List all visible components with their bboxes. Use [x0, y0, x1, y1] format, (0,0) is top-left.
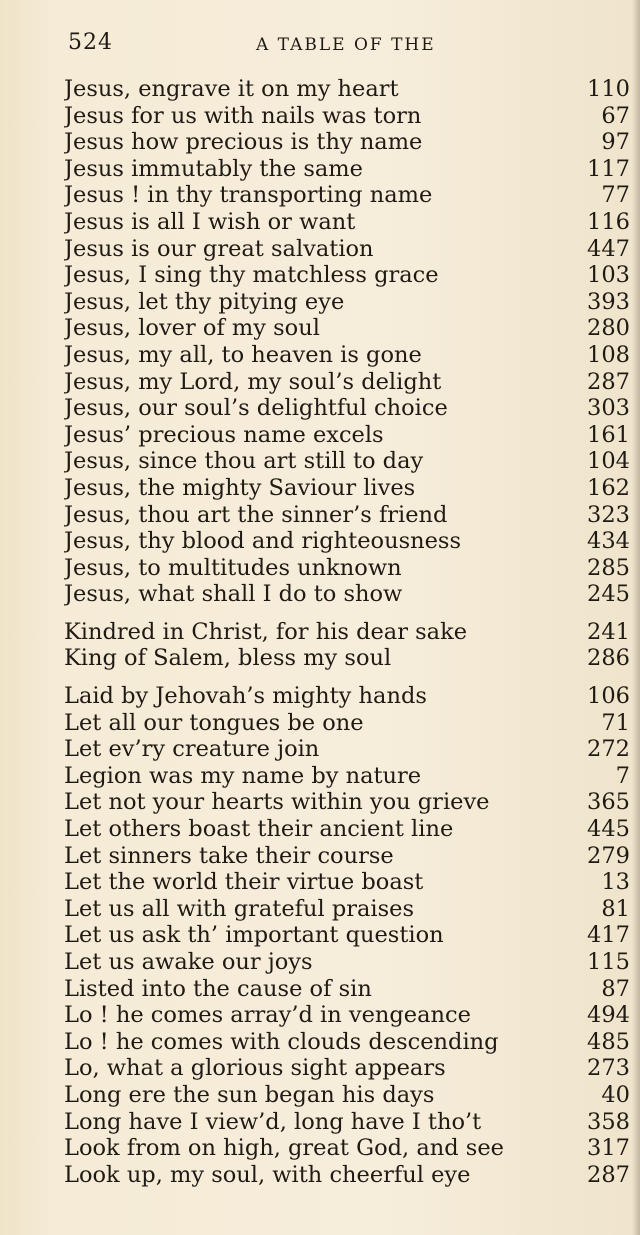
- hymn-number: 162: [587, 474, 630, 501]
- hymn-first-line: Look from on high, great God, and see: [64, 1135, 504, 1162]
- index-entry: [64, 369, 630, 396]
- index-entry: [64, 289, 630, 316]
- hymn-first-line: Jesus, my all, to heaven is gone: [64, 341, 422, 368]
- hymn-number: 40: [601, 1081, 630, 1108]
- index-entry: [64, 710, 630, 737]
- hymn-first-line: Jesus, thou art the sinner’s friend: [64, 501, 448, 528]
- hymn-first-line: Let the world their virtue boast: [64, 869, 424, 896]
- index-entry: [64, 76, 630, 103]
- index-entry: [64, 645, 630, 672]
- hymn-first-line: Long ere the sun began his days: [64, 1081, 435, 1108]
- index-entry: [64, 315, 630, 342]
- index-entry: [64, 869, 630, 896]
- index-entry: [64, 502, 630, 529]
- index-entry: [64, 555, 630, 582]
- hymn-first-line: Let ev’ry creature join: [64, 736, 320, 763]
- hymn-number: 303: [587, 395, 630, 422]
- hymn-first-line: Jesus, what shall I do to show: [64, 581, 403, 608]
- hymn-number: 286: [587, 645, 630, 672]
- hymn-number: 272: [587, 736, 630, 763]
- index-entry: [64, 528, 630, 555]
- hymn-number: 97: [601, 129, 630, 156]
- index-entry: [64, 949, 630, 976]
- hymn-first-line: Lo ! he comes with clouds descending: [64, 1028, 499, 1055]
- index-entry: [64, 182, 630, 209]
- hymn-number: 365: [587, 789, 630, 816]
- index-entry: [64, 976, 630, 1003]
- hymn-first-line: Jesus, lover of my soul: [64, 315, 320, 342]
- index-entry: [64, 1029, 630, 1056]
- index-entry: [64, 129, 630, 156]
- hymn-number: 87: [601, 975, 630, 1002]
- hymn-number: 103: [587, 262, 630, 289]
- index-entry: [64, 816, 630, 843]
- running-head: A TABLE OF THE: [256, 35, 436, 55]
- index-entry: [64, 1162, 630, 1189]
- index-entry: [64, 395, 630, 422]
- hymn-number: 494: [587, 1002, 630, 1029]
- index-entry: [64, 789, 630, 816]
- index-entry: [64, 342, 630, 369]
- hymn-number: 434: [587, 528, 630, 555]
- hymn-number: 106: [587, 683, 630, 710]
- hymn-number: 104: [587, 448, 630, 475]
- hymn-first-line: Kindred in Christ, for his dear sake: [64, 618, 468, 645]
- page-header: [68, 30, 628, 60]
- hymn-first-line: Let us awake our joys: [64, 949, 313, 975]
- index-entry: [64, 448, 630, 475]
- hymn-number: 285: [587, 554, 630, 581]
- hymn-number: 241: [587, 618, 630, 645]
- hymn-first-line: Let sinners take their course: [64, 842, 394, 869]
- hymn-number: 161: [587, 421, 630, 448]
- hymn-first-line: Jesus, my Lord, my soul’s delight: [64, 368, 442, 395]
- hymn-first-line: Jesus, thy blood and righteousness: [64, 528, 462, 555]
- hymn-first-line: Jesus, the mighty Saviour lives: [64, 474, 416, 501]
- hymn-number: 323: [587, 501, 630, 528]
- hymn-first-line: Let all our tongues be one: [64, 709, 364, 736]
- index-entry: [64, 843, 630, 870]
- index-entry: [64, 763, 630, 790]
- hymn-number: 445: [587, 816, 630, 843]
- hymn-number: 245: [587, 581, 630, 608]
- hymn-number: 115: [587, 949, 630, 975]
- hymn-first-line: Listed into the cause of sin: [64, 975, 372, 1002]
- hymn-number: 287: [587, 368, 630, 395]
- hymn-number: 77: [601, 182, 630, 209]
- hymn-first-line: Jesus, I sing thy matchless grace: [64, 262, 439, 289]
- hymn-index: [64, 76, 630, 1188]
- index-entry: [64, 1082, 630, 1109]
- hymn-number: 358: [587, 1108, 630, 1135]
- hymn-first-line: Jesus how precious is thy name: [64, 129, 423, 156]
- index-entry: [64, 581, 630, 608]
- hymn-first-line: Jesus immutably the same: [64, 155, 363, 182]
- hymn-number: 110: [587, 76, 630, 102]
- hymn-number: 279: [587, 842, 630, 869]
- index-entry: [64, 236, 630, 263]
- index-entry: [64, 896, 630, 923]
- page-gutter-shadow: [632, 0, 640, 1235]
- hymn-number: 116: [587, 208, 630, 235]
- index-entry: [64, 683, 630, 710]
- index-entry: [64, 103, 630, 130]
- index-entry: [64, 1135, 630, 1162]
- index-section: [64, 683, 630, 1188]
- hymn-number: 417: [587, 922, 630, 949]
- hymn-number: 485: [587, 1028, 630, 1055]
- hymn-number: 81: [601, 895, 630, 922]
- hymn-first-line: Look up, my soul, with cheerful eye: [64, 1161, 471, 1188]
- hymn-number: 7: [615, 762, 630, 789]
- hymn-number: 71: [601, 709, 630, 736]
- hymn-first-line: Let others boast their ancient line: [64, 816, 454, 843]
- index-entry: [64, 619, 630, 646]
- hymn-number: 393: [587, 288, 630, 315]
- index-entry: [64, 475, 630, 502]
- hymn-first-line: Jesus ! in thy transporting name: [64, 182, 433, 209]
- hymn-first-line: Long have I view’d, long have I tho’t: [64, 1108, 482, 1135]
- page-number: 524: [68, 30, 113, 55]
- index-section: [64, 76, 630, 608]
- hymn-first-line: King of Salem, bless my soul: [64, 645, 392, 672]
- hymn-first-line: Jesus, our soul’s delightful choice: [64, 395, 448, 422]
- hymn-first-line: Legion was my name by nature: [64, 762, 422, 789]
- index-entry: [64, 1055, 630, 1082]
- hymn-first-line: Jesus, let thy pitying eye: [64, 288, 345, 315]
- index-entry: [64, 262, 630, 289]
- hymn-first-line: Jesus is all I wish or want: [64, 208, 356, 235]
- hymn-first-line: Jesus’ precious name excels: [64, 421, 384, 448]
- hymn-first-line: Let not your hearts within you grieve: [64, 789, 490, 816]
- hymn-number: 447: [587, 235, 630, 262]
- hymn-first-line: Jesus for us with nails was torn: [64, 102, 422, 129]
- hymn-number: 67: [601, 102, 630, 129]
- hymn-number: 287: [587, 1161, 630, 1188]
- hymn-number: 13: [601, 869, 630, 896]
- index-entry: [64, 922, 630, 949]
- hymn-first-line: Let us all with grateful praises: [64, 895, 415, 922]
- hymn-number: 280: [587, 315, 630, 342]
- hymn-number: 317: [587, 1135, 630, 1162]
- hymn-first-line: Lo ! he comes array’d in vengeance: [64, 1002, 471, 1029]
- index-entry: [64, 1109, 630, 1136]
- hymn-first-line: Jesus, engrave it on my heart: [64, 76, 399, 102]
- hymn-first-line: Let us ask th’ important question: [64, 922, 444, 949]
- hymn-first-line: Lo, what a glorious sight appears: [64, 1055, 446, 1082]
- index-entry: [64, 156, 630, 183]
- index-entry: [64, 1002, 630, 1029]
- index-section: [64, 619, 630, 672]
- hymn-first-line: Jesus, since thou art still to day: [64, 448, 424, 475]
- index-entry: [64, 422, 630, 449]
- hymn-number: 117: [587, 155, 630, 182]
- hymn-number: 108: [587, 341, 630, 368]
- hymn-number: 273: [587, 1055, 630, 1082]
- hymn-first-line: Jesus, to multitudes unknown: [64, 554, 402, 581]
- hymn-first-line: Laid by Jehovah’s mighty hands: [64, 683, 427, 710]
- index-entry: [64, 209, 630, 236]
- index-entry: [64, 736, 630, 763]
- hymn-first-line: Jesus is our great salvation: [64, 235, 374, 262]
